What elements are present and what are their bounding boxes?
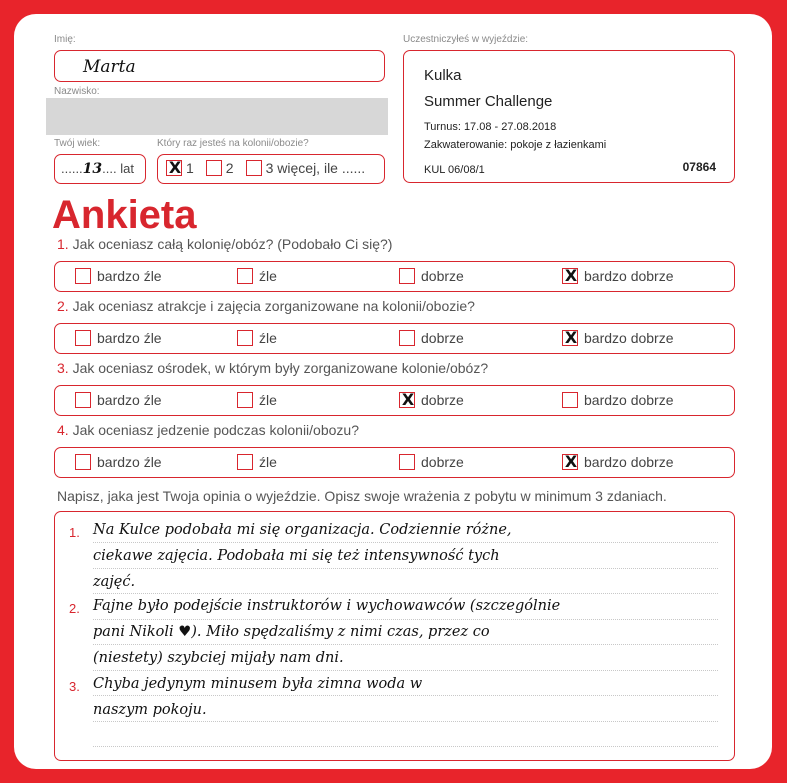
opinion-line: naszym pokoju. [93, 702, 207, 718]
rating-checkbox[interactable] [75, 268, 91, 284]
trip-accommodation: Zakwaterowanie: pokoje z łazienkami [424, 139, 607, 151]
rating-label: źle [259, 268, 277, 284]
trip-program: Summer Challenge [424, 93, 553, 110]
opinion-line: Chyba jedynym minusem była zimna woda w [93, 676, 423, 692]
rating-label: źle [259, 392, 277, 408]
question-number: 2. [57, 298, 69, 314]
rating-label: źle [259, 330, 277, 346]
rating-label: bardzo źle [97, 454, 162, 470]
rating-label: bardzo dobrze [584, 268, 674, 284]
question-number: 3. [57, 360, 69, 376]
trip-info-box [403, 50, 735, 183]
trip-number: 07864 [682, 160, 716, 174]
rating-option[interactable] [75, 268, 162, 284]
rating-row-4 [54, 447, 735, 478]
rating-option[interactable] [399, 454, 464, 470]
rating-checkbox[interactable] [399, 454, 415, 470]
writing-line [93, 542, 718, 544]
trip-label: Uczestniczyłeś w wyjeździe: [403, 34, 529, 45]
surname-redaction [46, 98, 388, 135]
writing-line [93, 644, 718, 646]
question-text: Jak oceniasz jedzenie podczas kolonii/obozu? [72, 422, 359, 438]
which-time-option-2: 2 [225, 160, 234, 176]
rating-option[interactable] [562, 268, 674, 284]
rating-checkbox[interactable] [75, 454, 91, 470]
rating-option[interactable] [75, 454, 162, 470]
rating-label: bardzo źle [97, 330, 162, 346]
rating-option[interactable] [237, 268, 277, 284]
which-time-checkbox-2[interactable] [206, 160, 222, 176]
opinion-line: zajęć. [93, 574, 136, 590]
rating-label: dobrze [421, 392, 464, 408]
question-text: Jak oceniasz atrakcje i zajęcia zorganizowane na kolonii/obozie? [72, 298, 475, 314]
age-value: 13 [82, 161, 103, 177]
rating-row-2 [54, 323, 735, 354]
rating-checkbox[interactable] [562, 454, 578, 470]
which-time-label: Który raz jesteś na kolonii/obozie? [157, 138, 309, 149]
rating-option[interactable] [237, 330, 277, 346]
which-time-option-1: 1 [186, 160, 194, 176]
question-4 [57, 422, 359, 438]
rating-option[interactable] [399, 330, 464, 346]
opinion-line: Na Kulce podobała mi się organizacja. Codziennie różne, [93, 522, 512, 538]
age-field[interactable] [54, 154, 146, 184]
opinion-line: Fajne było podejście instruktorów i wychowawców (szczególnie [93, 598, 561, 614]
writing-line [93, 695, 718, 697]
rating-label: dobrze [421, 268, 464, 284]
opinion-number-2: 2. [69, 601, 80, 616]
trip-turnus: Turnus: 17.08 - 27.08.2018 [424, 121, 557, 133]
rating-label: bardzo źle [97, 268, 162, 284]
rating-row-1 [54, 261, 735, 292]
which-time-option-3: 3 więcej, ile ...... [265, 160, 366, 176]
rating-checkbox[interactable] [562, 330, 578, 346]
rating-label: dobrze [421, 330, 464, 346]
rating-checkbox[interactable] [399, 268, 415, 284]
question-text: Jak oceniasz całą kolonię/obóz? (Podobało Ci się?) [72, 236, 393, 252]
writing-line [93, 746, 718, 748]
name-field[interactable] [54, 50, 385, 82]
survey-title: Ankieta [52, 193, 197, 237]
opinion-number-1: 1. [69, 525, 80, 540]
age-suffix: .... lat [102, 161, 134, 176]
opinion-line: (niestety) szybciej mijały nam dni. [93, 650, 344, 666]
rating-checkbox[interactable] [562, 392, 578, 408]
rating-option[interactable] [237, 454, 277, 470]
name-value: Marta [83, 57, 136, 77]
writing-line [93, 721, 718, 723]
rating-row-3 [54, 385, 735, 416]
surname-label: Nazwisko: [54, 86, 100, 97]
rating-label: dobrze [421, 454, 464, 470]
rating-checkbox[interactable] [237, 330, 253, 346]
name-label: Imię: [54, 34, 76, 45]
rating-option[interactable] [237, 392, 277, 408]
rating-label: bardzo źle [97, 392, 162, 408]
writing-line [93, 670, 718, 672]
rating-option[interactable] [399, 392, 464, 408]
rating-checkbox[interactable] [75, 330, 91, 346]
rating-checkbox[interactable] [75, 392, 91, 408]
writing-line [93, 568, 718, 570]
opinion-textarea[interactable] [54, 511, 735, 761]
rating-option[interactable] [562, 330, 674, 346]
rating-label: źle [259, 454, 277, 470]
rating-label: bardzo dobrze [584, 454, 674, 470]
trip-name: Kulka [424, 67, 462, 84]
rating-option[interactable] [562, 454, 674, 470]
rating-label: bardzo dobrze [584, 392, 674, 408]
opinion-line: ciekawe zajęcia. Podobała mi się też intensywność tych [93, 548, 500, 564]
rating-checkbox[interactable] [237, 454, 253, 470]
opinion-line: pani Nikoli ♥). Miło spędzaliśmy z nimi czas, przez co [93, 624, 490, 640]
survey-sheet [14, 14, 772, 769]
age-prefix: ...... [61, 161, 83, 176]
opinion-number-3: 3. [69, 679, 80, 694]
question-1 [57, 236, 392, 252]
rating-checkbox[interactable] [237, 392, 253, 408]
trip-code: KUL 06/08/1 [424, 164, 485, 176]
rating-checkbox[interactable] [399, 330, 415, 346]
rating-option[interactable] [399, 268, 464, 284]
question-number: 4. [57, 422, 69, 438]
rating-checkbox[interactable] [399, 392, 415, 408]
question-text: Jak oceniasz ośrodek, w którym były zorganizowane kolonie/obóz? [72, 360, 489, 376]
which-time-checkbox-3[interactable] [246, 160, 262, 176]
rating-checkbox[interactable] [562, 268, 578, 284]
question-number: 1. [57, 236, 69, 252]
opinion-prompt: Napisz, jaka jest Twoja opinia o wyjeździe. Opisz swoje wrażenia z pobytu w minimum 3 zdaniach. [57, 488, 667, 504]
age-label: Twój wiek: [54, 138, 101, 149]
rating-option[interactable] [75, 330, 162, 346]
which-time-field [157, 154, 385, 184]
rating-label: bardzo dobrze [584, 330, 674, 346]
question-2 [57, 298, 475, 314]
writing-line [93, 619, 718, 621]
writing-line [93, 593, 718, 595]
rating-option[interactable] [562, 392, 674, 408]
rating-option[interactable] [75, 392, 162, 408]
rating-checkbox[interactable] [237, 268, 253, 284]
which-time-checkbox-1[interactable] [166, 160, 182, 176]
question-3 [57, 360, 488, 376]
